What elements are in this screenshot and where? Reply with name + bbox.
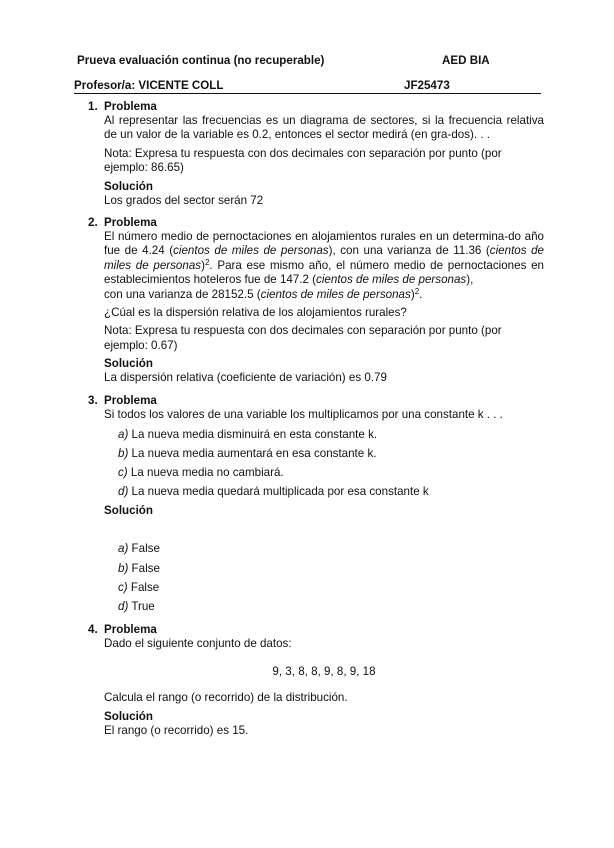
problem-number: 2.: [88, 216, 98, 230]
text-segment: ),: [466, 273, 474, 287]
unit-italic: cientos de miles de personas: [104, 244, 544, 272]
answer-list: [104, 542, 544, 615]
option-text: La nueva media no cambiará.: [130, 466, 284, 480]
problem-2: [88, 216, 544, 386]
option-text: La nueva media disminuirá en esta constante k.: [131, 428, 378, 442]
problem-number: 3.: [88, 393, 98, 407]
option-text: La nueva media aumentará en esa constante k.: [131, 447, 377, 461]
superscript: 2: [414, 286, 420, 296]
problem-note: Nota: Expresa tu respuesta con dos decimales con separación por punto (por ejemplo: 86.65): [104, 146, 502, 175]
problem-3: [88, 394, 544, 615]
problem-4: [88, 623, 544, 738]
option-label: c): [118, 466, 128, 480]
professor-name: Profesor/a: VICENTE COLL: [74, 79, 224, 92]
answer-label: d): [118, 600, 129, 614]
problem-question: Calcula el rango (o recorrido) de la distribución.: [104, 691, 348, 705]
superscript: 2: [204, 257, 210, 267]
option-c: [118, 466, 544, 480]
exam-code: JF25473: [404, 79, 450, 92]
answer-label: b): [118, 561, 129, 575]
option-b: [118, 447, 544, 461]
problem-title: Problema: [104, 100, 157, 113]
answer-label: c): [118, 580, 128, 594]
problem-title: Problema: [104, 393, 157, 407]
option-a: [118, 428, 544, 442]
answer-value: True: [131, 600, 155, 614]
answer-value: False: [130, 580, 160, 594]
problem-question: ¿Cúal es la dispersión relativa de los alojamientos rurales?: [104, 306, 407, 320]
problem-1: [88, 100, 544, 208]
text-segment: ), con una varianza de 11.36 (: [328, 244, 490, 258]
problem-text: Dado el siguiente conjunto de datos:: [104, 636, 292, 650]
unit-italic: cientos de miles de personas: [173, 244, 329, 258]
solution-title: Solución: [104, 179, 153, 193]
option-d: [118, 485, 544, 499]
solution-text: Los grados del sector serán 72: [104, 193, 264, 207]
text-segment: El número medio de pernoctaciones en alojamientos rurales en un determina-do año fue de 4.24 (: [104, 230, 544, 258]
answer-c: [118, 581, 544, 595]
course-name: AED BIA: [442, 54, 490, 67]
text-segment: ): [410, 287, 415, 301]
answer-d: [118, 600, 544, 614]
text-segment: ): [201, 258, 205, 272]
data-set: 9, 3, 8, 8, 9, 8, 9, 18: [272, 665, 376, 679]
answer-a: [118, 542, 544, 556]
solution-title: Solución: [104, 709, 153, 723]
exam-title: Prueva evaluación continua (no recuperable): [77, 54, 325, 67]
problem-number: 4.: [88, 622, 98, 636]
problem-text: Al representar las frecuencias es un diagrama de sectores, si la frecuencia relativa de un valor de la variable es 0.2, entonces el sector medirá (en gra-dos). . .: [104, 114, 544, 142]
text-segment: . Para ese mismo año, el número medio de pernoctaciones en establecimientos hoteleros fue de 147.2 (: [104, 258, 544, 287]
text-segment: .: [419, 287, 423, 301]
header-row-professor: [74, 79, 541, 94]
text-segment: con una varianza de 28152.5 (: [104, 287, 261, 301]
option-list: [104, 428, 544, 499]
problem-note: Nota: Expresa tu respuesta con dos decimales con separación por punto (por ejemplo: 0.67): [104, 324, 502, 352]
problem-text: [104, 230, 544, 302]
unit-italic: cientos de miles de personas: [260, 287, 411, 301]
answer-value: False: [131, 542, 160, 556]
option-label: b): [118, 447, 129, 461]
option-text: La nueva media quedará multiplicada por esa constante k: [131, 485, 429, 499]
answer-label: a): [118, 542, 129, 556]
problem-title: Problema: [104, 216, 157, 230]
solution-title: Solución: [104, 357, 153, 371]
solution-title: Solución: [104, 504, 153, 518]
problem-title: Problema: [104, 622, 157, 636]
problem-text: Si todos los valores de una variable los multiplicamos por una constante k . . .: [104, 407, 503, 421]
problem-list: [88, 100, 544, 738]
answer-b: [118, 562, 544, 576]
header-row-title: [77, 54, 490, 67]
problem-number: 1.: [88, 100, 98, 113]
option-label: d): [118, 485, 129, 499]
option-label: a): [118, 428, 129, 442]
unit-italic: cientos de miles de personas: [316, 273, 467, 287]
solution-text: La dispersión relativa (coeficiente de variación) es 0.79: [104, 371, 387, 385]
solution-text: El rango (o recorrido) es 15.: [104, 723, 249, 737]
answer-value: False: [131, 561, 160, 575]
